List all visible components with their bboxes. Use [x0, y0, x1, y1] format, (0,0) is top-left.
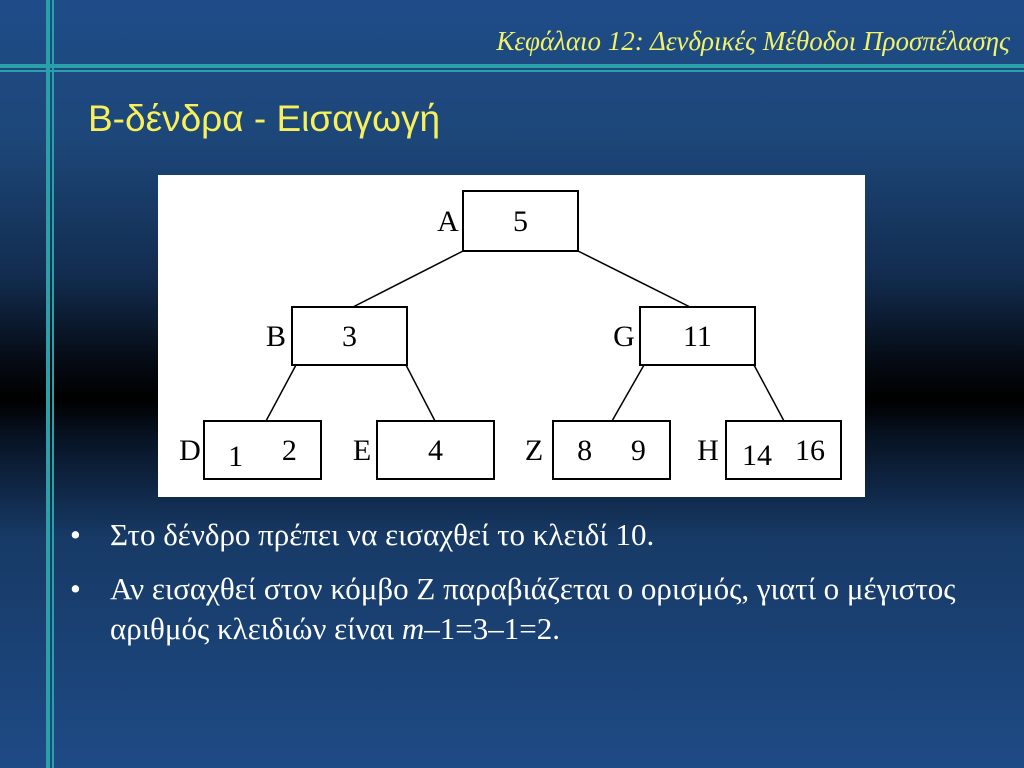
- tree-key-d-2: 2: [281, 434, 297, 467]
- tree-key-e-1: 4: [428, 434, 443, 467]
- tree-edge-g-h: [754, 365, 784, 421]
- decor-vertical-line-thin: [52, 0, 54, 768]
- bullet-text-2: Αν εισαχθεί στον κόμβο Ζ παραβιάζεται ο ορισμός, γιατί ο μέγιστος αριθμός κλειδιών είναι: [110, 571, 956, 646]
- tree-node-d: [204, 421, 321, 479]
- bullet-text-1: Στο δένδρο πρέπει να εισαχθεί το κλειδί 10.: [110, 517, 655, 552]
- chapter-header: Κεφάλαιο 12: Δενδρικές Μέθοδοι Προσπέλασης: [496, 26, 1010, 56]
- tree-node-label-d: D: [179, 434, 201, 467]
- tree-edge-a-g: [578, 251, 690, 307]
- tree-key-b-1: 3: [342, 320, 357, 353]
- btree-svg: [158, 175, 865, 497]
- tree-edge-b-d: [266, 365, 296, 421]
- variable-m: m: [401, 611, 425, 646]
- tree-node-label-z: Z: [524, 434, 544, 467]
- tree-node-label-b: B: [265, 320, 287, 353]
- tree-key-h-2: 16: [794, 434, 825, 467]
- tree-key-h-1: 14: [742, 439, 773, 472]
- bullet-marker: •: [70, 571, 81, 606]
- bullet-item-2: [70, 569, 990, 649]
- tree-key-d-1: 1: [228, 440, 244, 473]
- btree-diagram: [158, 175, 865, 497]
- tree-edge-a-b: [353, 251, 463, 307]
- decor-vertical-line: [46, 0, 50, 768]
- bullet-item-1: [70, 515, 990, 555]
- tree-node-label-a: A: [437, 205, 459, 238]
- tree-node-z: [553, 421, 670, 479]
- tree-edge-g-z: [612, 365, 644, 421]
- tree-edge-b-e: [406, 365, 435, 421]
- decor-horizontal-line-thin: [0, 70, 1024, 72]
- bullet-text-2-end: –1=3–1=2.: [424, 611, 560, 646]
- tree-node-label-h: H: [697, 434, 719, 467]
- tree-key-z-2: 9: [630, 434, 646, 467]
- tree-node-label-g: G: [613, 320, 635, 353]
- tree-key-g-1: 11: [683, 320, 712, 353]
- slide-title: Β-δένδρα - Εισαγωγή: [88, 98, 441, 139]
- bullet-marker: •: [70, 517, 81, 552]
- tree-node-label-e: E: [352, 434, 372, 467]
- tree-key-z-1: 8: [577, 434, 593, 467]
- bullet-list: [70, 515, 990, 663]
- decor-horizontal-line: [0, 64, 1024, 68]
- tree-key-a-1: 5: [513, 205, 528, 238]
